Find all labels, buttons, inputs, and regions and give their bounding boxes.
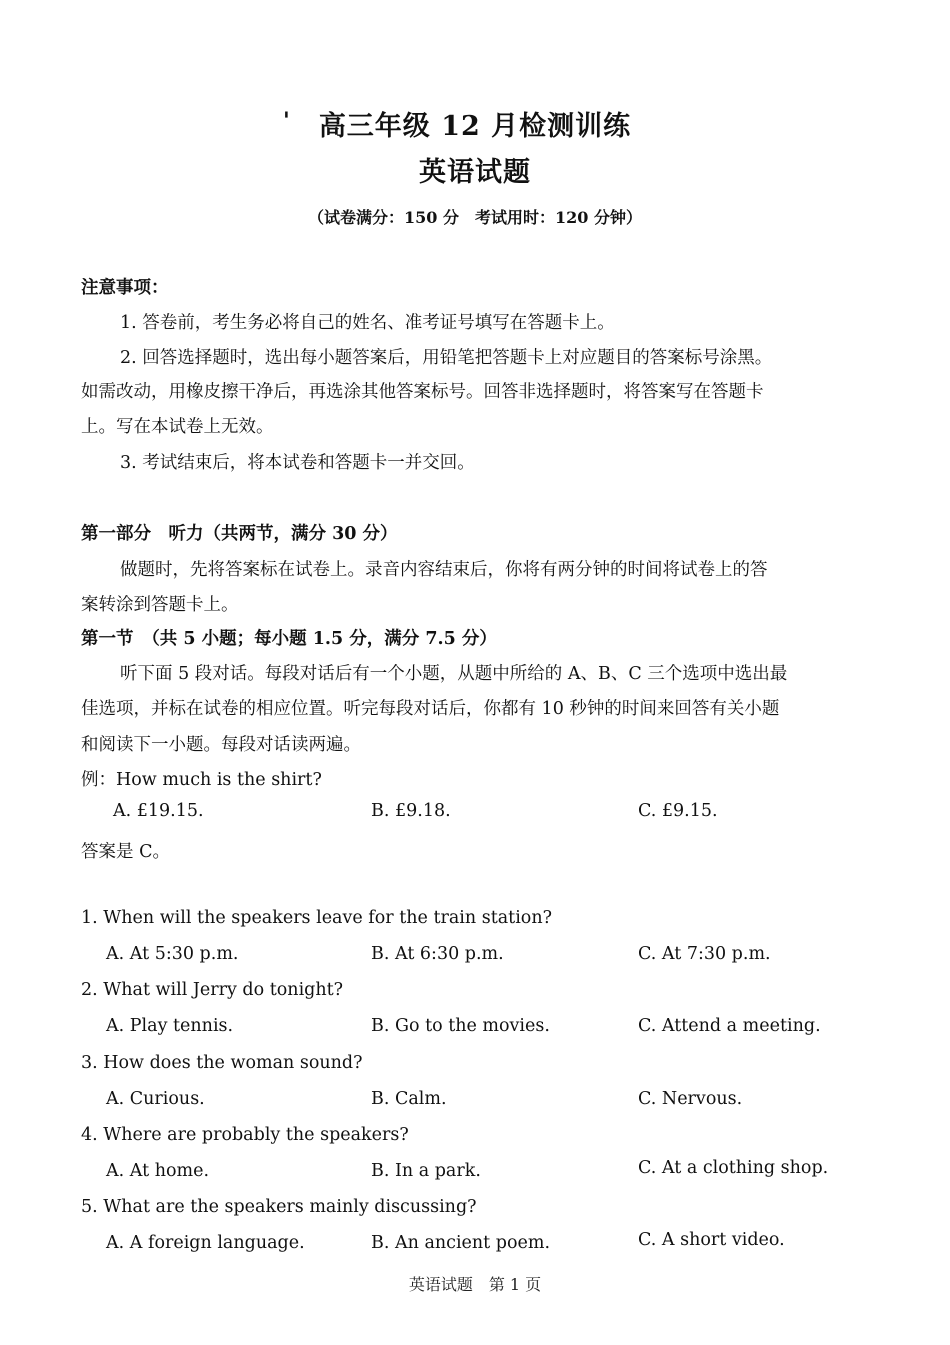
section1-intro-2: 佳选项，并标在试卷的相应位置。听完每段对话后，你都有 10 秒钟的时间来回答有关小题: [81, 699, 780, 719]
notice-line-4: 上。写在本试卷上无效。: [81, 417, 274, 437]
notice-line-3: 如需改动，用橡皮擦干净后，再选涂其他答案标号。回答非选择题时，将答案写在答题卡: [81, 382, 764, 402]
notice-line-1: 1. 答卷前，考生务必将自己的姓名、准考证号填写在答题卡上。: [120, 313, 615, 333]
example-option-a: A. £19.15.: [113, 801, 204, 821]
question-1-option-b: B. At 6:30 p.m.: [371, 944, 504, 964]
question-2-option-a: A. Play tennis.: [106, 1016, 234, 1036]
part1-intro-2: 案转涂到答题卡上。: [81, 595, 239, 615]
notice-heading: 注意事项：: [81, 278, 169, 298]
question-4: 4. Where are probably the speakers?: [81, 1125, 409, 1145]
question-3-option-c: C. Nervous.: [638, 1089, 743, 1109]
subject-title: 英语试题: [419, 157, 531, 188]
question-3-option-a: A. Curious.: [106, 1089, 205, 1109]
question-1-option-c: C. At 7:30 p.m.: [638, 944, 771, 964]
question-3: 3. How does the woman sound?: [81, 1053, 363, 1073]
question-5-option-a: A. A foreign language.: [106, 1233, 305, 1253]
stray-mark: ': [283, 108, 290, 134]
section1-intro-1: 听下面 5 段对话。每段对话后有一个小题，从题中所给的 A、B、C 三个选项中选出最: [120, 664, 788, 684]
example-option-c: C. £9.15.: [638, 801, 718, 821]
notice-line-5: 3. 考试结束后，将本试卷和答题卡一并交回。: [120, 453, 475, 473]
question-5-option-c: C. A short video.: [638, 1230, 785, 1250]
question-2: 2. What will Jerry do tonight?: [81, 980, 344, 1000]
question-2-option-c: C. Attend a meeting.: [638, 1016, 821, 1036]
question-5: 5. What are the speakers mainly discussing?: [81, 1197, 477, 1217]
question-5-option-b: B. An ancient poem.: [371, 1233, 551, 1253]
question-2-option-b: B. Go to the movies.: [371, 1016, 550, 1036]
section1-intro-3: 和阅读下一小题。每段对话读两遍。: [81, 735, 361, 755]
question-1: 1. When will the speakers leave for the train station?: [81, 908, 552, 928]
question-4-option-c: C. At a clothing shop.: [638, 1158, 829, 1178]
question-4-option-a: A. At home.: [106, 1161, 210, 1181]
exam-meta: （试卷满分：150 分 考试用时：120 分钟）: [308, 208, 642, 227]
part1-heading: 第一部分 听力（共两节，满分 30 分）: [81, 524, 398, 544]
section1-heading: 第一节 （共 5 小题；每小题 1.5 分，满分 7.5 分）: [81, 629, 497, 649]
notice-line-2: 2. 回答选择题时，选出每小题答案后，用铅笔把答题卡上对应题目的答案标号涂黑。: [120, 348, 773, 368]
question-3-option-b: B. Calm.: [371, 1089, 447, 1109]
page-footer: 英语试题 第 1 页: [408, 1275, 542, 1294]
example-answer: 答案是 C。: [81, 842, 170, 862]
exam-title: 高三年级 12 月检测训练: [318, 111, 632, 142]
example-question: 例：How much is the shirt?: [81, 770, 322, 790]
example-option-b: B. £9.18.: [371, 801, 451, 821]
part1-intro-1: 做题时，先将答案标在试卷上。录音内容结束后，你将有两分钟的时间将试卷上的答: [120, 560, 768, 580]
question-4-option-b: B. In a park.: [371, 1161, 481, 1181]
question-1-option-a: A. At 5:30 p.m.: [106, 944, 239, 964]
